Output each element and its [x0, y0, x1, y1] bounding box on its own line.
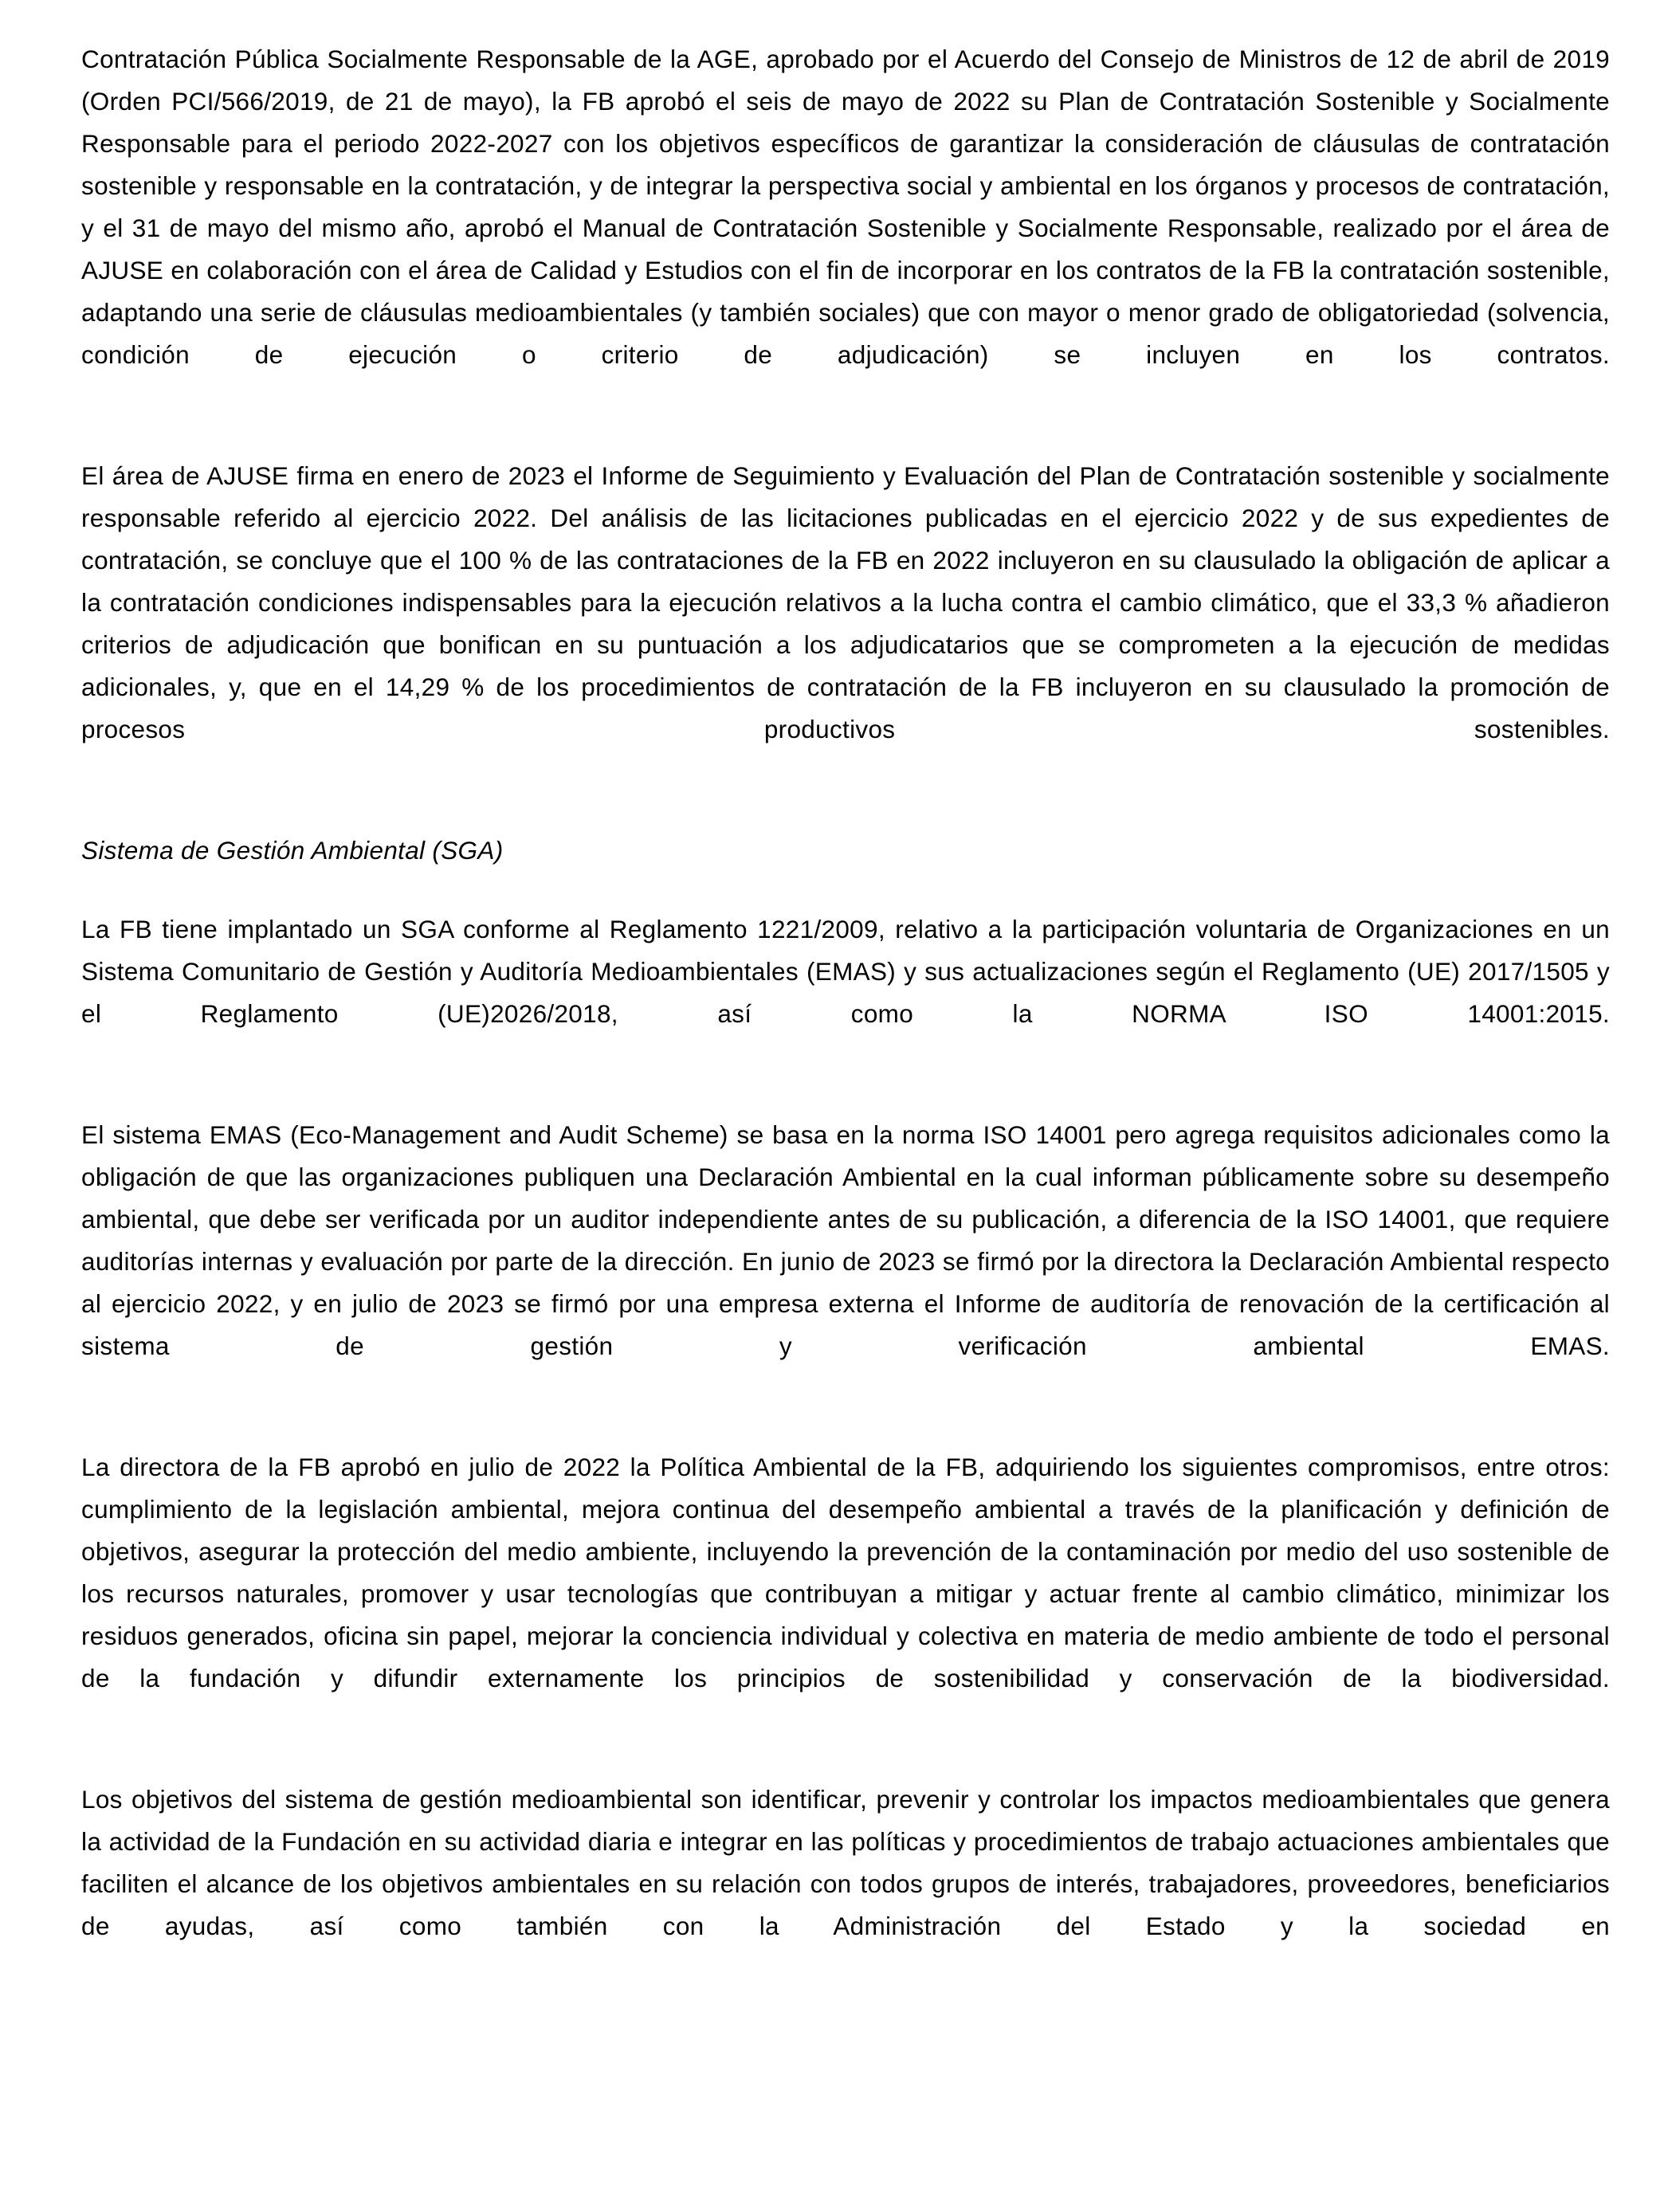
paragraph-objetivos-sga: Los objetivos del sistema de gestión medioambiental son identificar, prevenir y controlar los impactos medioambientales que genera la actividad de la Fundación en su actividad diaria e integrar en las políticas y procedimientos de trabajo actuaciones ambientales que faciliten el alcance de los objetivos ambientales en su relación con todos grupos de interés, trabajadores, proveedores, beneficiarios de ayudas, así como también con la Administración del Estado y la sociedad en	[81, 1785, 1610, 1940]
paragraph-informe-seguimiento: El área de AJUSE firma en enero de 2023 el Informe de Seguimiento y Evaluación del Plan de Contratación sostenible y socialmente responsable referido al ejercicio 2022. Del análisis de las licitaciones publicadas en el ejercicio 2022 y de sus expedientes de contratación, se concluye que el 100 % de las contrataciones de la FB en 2022 incluyeron en su clausulado la obligación de aplicar a la contratación condiciones indispensables para la ejecución relativos a la lucha contra el cambio climático, que el 33,3 % añadieron criterios de adjudicación que bonifican en su puntuación a los adjudicatarios que se comprometen a la ejecución de medidas adicionales, y, que en el 14,29 % de los procedimientos de contratación de la FB incluyeron en su clausulado la promoción de procesos productivos sostenibles.	[81, 461, 1610, 743]
document-body	[81, 38, 1610, 1990]
paragraph-emas: El sistema EMAS (Eco-Management and Audit Scheme) se basa en la norma ISO 14001 pero agrega requisitos adicionales como la obligación de que las organizaciones publiquen una Declaración Ambiental en la cual informan públicamente sobre su desempeño ambiental, que debe ser verificada por un auditor independiente antes de su publicación, a diferencia de la ISO 14001, que requiere auditorías internas y evaluación por parte de la dirección. En junio de 2023 se firmó por la directora la Declaración Ambiental respecto al ejercicio 2022, y en julio de 2023 se firmó por una empresa externa el Informe de auditoría de renovación de la certificación al sistema de gestión y verificación ambiental EMAS.	[81, 1120, 1610, 1360]
paragraph-sga-reglamento: La FB tiene implantado un SGA conforme al Reglamento 1221/2009, relativo a la participación voluntaria de Organizaciones en un Sistema Comunitario de Gestión y Auditoría Medioambientales (EMAS) y sus actualizaciones según el Reglamento (UE) 2017/1505 y el Reglamento (UE)2026/2018, así como la NORMA ISO 14001:2015.	[81, 915, 1610, 1028]
paragraph-contratacion-publica: Contratación Pública Socialmente Responsable de la AGE, aprobado por el Acuerdo del Consejo de Ministros de 12 de abril de 2019 (Orden PCI/566/2019, de 21 de mayo), la FB aprobó el seis de mayo de 2022 su Plan de Contratación Sostenible y Socialmente Responsable para el periodo 2022-2027 con los objetivos específicos de garantizar la consideración de cláusulas de contratación sostenible y responsable en la contratación, y de integrar la perspectiva social y ambiental en los órganos y procesos de contratación, y el 31 de mayo del mismo año, aprobó el Manual de Contratación Sostenible y Socialmente Responsable, realizado por el área de AJUSE en colaboración con el área de Calidad y Estudios con el fin de incorporar en los contratos de la FB la contratación sostenible, adaptando una serie de cláusulas medioambientales (y también sociales) que con mayor o menor grado de obligatoriedad (solvencia, condición de ejecución o criterio de adjudicación) se incluyen en los contratos.	[81, 45, 1610, 369]
subheading-sistema-gestion-ambiental: Sistema de Gestión Ambiental (SGA)	[81, 836, 504, 865]
paragraph-politica-ambiental: La directora de la FB aprobó en julio de 2022 la Política Ambiental de la FB, adquiriendo los siguientes compromisos, entre otros: cumplimiento de la legislación ambiental, mejora continua del desempeño ambiental a través de la planificación y definición de objetivos, asegurar la protección del medio ambiente, incluyendo la prevención de la contaminación por medio del uso sostenible de los recursos naturales, promover y usar tecnologías que contribuyan a mitigar y actuar frente al cambio climático, minimizar los residuos generados, oficina sin papel, mejorar la conciencia individual y colectiva en materia de medio ambiente de todo el personal de la fundación y difundir externamente los principios de sostenibilidad y conservación de la biodiversidad.	[81, 1453, 1610, 1692]
